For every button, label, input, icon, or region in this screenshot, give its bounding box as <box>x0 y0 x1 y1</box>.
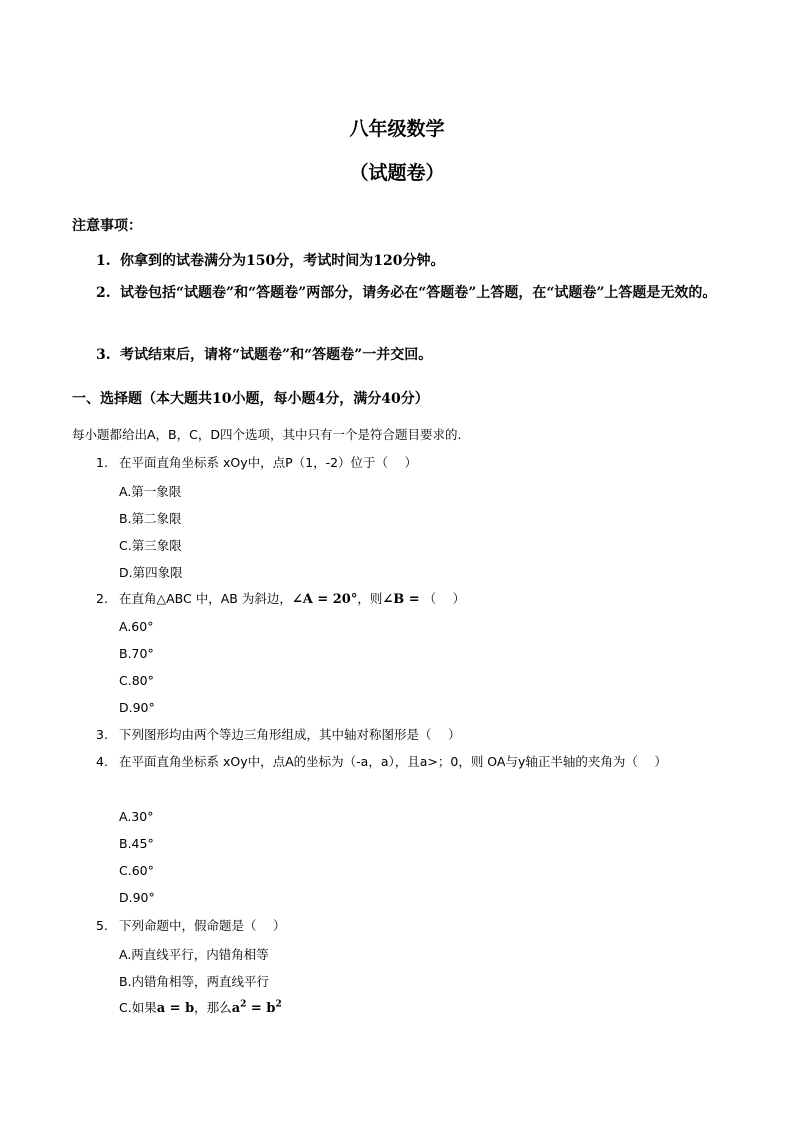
question-4 <box>96 748 736 775</box>
math-equals: = <box>246 1001 267 1016</box>
notice-item <box>96 246 736 276</box>
question-text-part: （ ） <box>419 591 466 606</box>
question-4-option-b: B.45° <box>119 836 154 851</box>
page-title: 八年级数学 <box>349 118 445 140</box>
question-5 <box>96 912 736 939</box>
option-text-part: C.如果 <box>119 1000 157 1015</box>
section-title: 一、选择题（本大题共10小题，每小题4分，满分40分） <box>72 391 429 407</box>
equation-squares <box>232 1001 282 1016</box>
math-base: b <box>266 1001 276 1016</box>
notice-item-number: 3. <box>96 347 111 363</box>
question-2-option-b: B.70° <box>119 646 154 661</box>
question-1-option-a: A.第一象限 <box>119 484 182 499</box>
question-5-option-b: B.内错角相等，两直线平行 <box>119 974 270 989</box>
question-text: 下列命题中，假命题是（ ） <box>119 918 286 933</box>
section-intro: 每小题都给出A，B，C，D四个选项，其中只有一个是符合题目要求的. <box>72 427 462 442</box>
question-4-option-c: C.60° <box>119 863 154 878</box>
question-2-option-c: C.80° <box>119 673 154 688</box>
question-text: 下列图形均由两个等边三角形组成，其中轴对称图形是（ ） <box>119 727 461 742</box>
math-exponent: 2 <box>275 999 282 1010</box>
question-1-option-b: B.第二象限 <box>119 511 182 526</box>
option-text-part: ，那么 <box>194 1000 232 1015</box>
question-number: 5. <box>96 918 108 933</box>
notice-item-text: 考试结束后，请将“试题卷”和“答题卷”一并交回。 <box>120 347 433 363</box>
question-text-part: ，则 <box>357 591 383 606</box>
question-2 <box>96 585 736 613</box>
angle-a-formula: ∠A = 20° <box>291 592 358 607</box>
question-number: 3. <box>96 727 108 742</box>
math-exponent: 2 <box>240 999 247 1010</box>
question-1 <box>96 449 736 476</box>
page-subtitle: （试题卷） <box>349 162 445 184</box>
notice-item-number: 1. <box>96 253 111 269</box>
notice-item <box>96 340 736 370</box>
notice-heading: 注意事项： <box>72 218 142 234</box>
question-4-option-a: A.30° <box>119 809 154 824</box>
question-5-option-a: A.两直线平行，内错角相等 <box>119 947 269 962</box>
notice-item-number: 2. <box>96 285 111 301</box>
math-base: a <box>231 1001 241 1016</box>
question-4-option-d: D.90° <box>119 890 155 905</box>
question-text <box>119 585 736 613</box>
question-number: 1. <box>96 455 108 470</box>
notice-item <box>96 278 736 308</box>
question-number: 2. <box>96 591 108 606</box>
question-text: 在平面直角坐标系 xOy中，点A的坐标为（-a，a），且a>；0，则 OA与y轴正半轴的夹角为（ ） <box>119 754 667 769</box>
equation-a-equals-b: a = b <box>156 1001 195 1016</box>
question-5-option-c <box>119 998 282 1016</box>
question-text-part: 在直角△ABC 中，AB 为斜边， <box>119 591 292 606</box>
notice-item-text: 试卷包括“试题卷”和“答题卷”两部分，请务必在“答题卷”上答题，在“试题卷”上答题是无效的。 <box>120 285 717 301</box>
question-number: 4. <box>96 754 108 769</box>
notice-item-text: 你拿到的试卷满分为150分，考试时间为120分钟。 <box>120 253 445 269</box>
question-2-option-d: D.90° <box>119 700 155 715</box>
question-2-option-a: A.60° <box>119 619 154 634</box>
question-3 <box>96 721 736 748</box>
question-1-option-d: D.第四象限 <box>119 565 183 580</box>
question-text: 在平面直角坐标系 xOy中，点P（1，-2）位于（ ） <box>119 455 418 470</box>
angle-b-formula: ∠B = <box>382 592 420 607</box>
question-1-option-c: C.第三象限 <box>119 538 182 553</box>
